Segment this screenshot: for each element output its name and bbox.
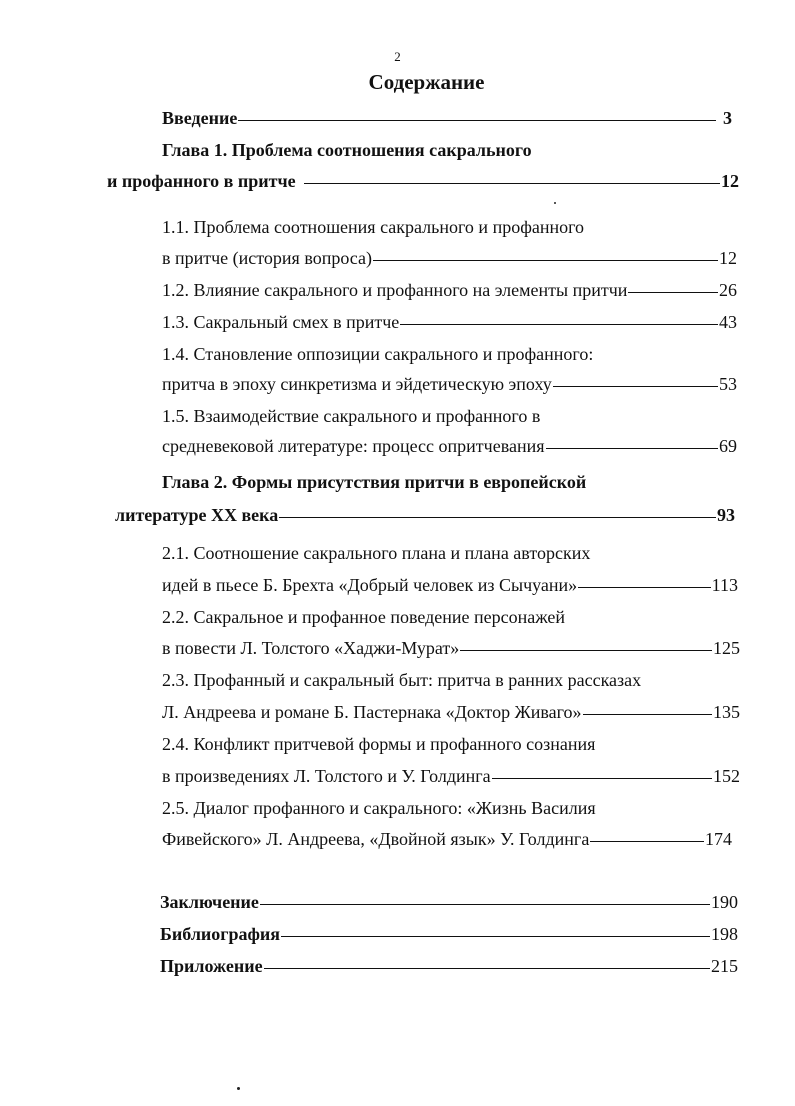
- toc-entry-chapter-2: [115, 503, 735, 527]
- toc-page-number: 53: [719, 374, 737, 394]
- toc-page-number: 93: [717, 505, 735, 525]
- section-1-1-line1: 1.1. Проблема соотношения сакрального и профанного: [162, 217, 585, 237]
- toc-entry-label: в повести Л. Толстого «Хаджи-Мурат»: [162, 638, 460, 658]
- toc-page-number: 113: [711, 575, 738, 595]
- toc-page-number: 43: [719, 312, 737, 332]
- toc-entry-label: Библиография: [160, 924, 281, 944]
- leader-line: [238, 120, 716, 121]
- chapter-1-title-line1: Глава 1. Проблема соотношения сакрального: [162, 140, 532, 160]
- leader-line: [460, 650, 712, 651]
- toc-entry-label: Приложение: [160, 956, 263, 976]
- toc-page-number: 174: [705, 829, 732, 849]
- section-2-4-line1: 2.4. Конфликт притчевой формы и профанного сознания: [162, 734, 596, 754]
- leader-line: [373, 260, 718, 261]
- section-2-5-line1: 2.5. Диалог профанного и сакрального: «Жизнь Василия: [162, 798, 596, 818]
- toc-entry-conclusion: [160, 890, 738, 914]
- leader-line: [553, 386, 718, 387]
- toc-entry-appendix: [160, 954, 738, 978]
- leader-line: [260, 904, 710, 905]
- leader-line: [279, 517, 716, 518]
- toc-entry-section-2-3: [162, 700, 740, 724]
- page-number: 2: [394, 49, 401, 64]
- scan-speck: [554, 202, 556, 204]
- leader-line: [304, 183, 720, 184]
- toc-entry-section-1-4: [162, 372, 737, 396]
- section-1-4-line1: 1.4. Становление оппозиции сакрального и профанного:: [162, 344, 594, 364]
- toc-entry-label: 1.2. Влияние сакрального и профанного на элементы притчи: [162, 280, 628, 300]
- section-2-3-line1: 2.3. Профанный и сакральный быт: притча в ранних рассказах: [162, 670, 642, 690]
- toc-entry-label: в произведениях Л. Толстого и У. Голдинга: [162, 766, 491, 786]
- toc-entry-bibliography: [160, 922, 738, 946]
- toc-entry-section-1-3: [162, 310, 737, 334]
- leader-line: [281, 936, 710, 937]
- leader-line: [590, 841, 704, 842]
- toc-entry-section-1-1: [162, 246, 737, 270]
- chapter-2-title-line1: Глава 2. Формы присутствия притчи в европейской: [162, 472, 587, 492]
- leader-line: [578, 587, 710, 588]
- toc-page-number: 12: [721, 171, 739, 191]
- toc-entry-section-1-5: [162, 434, 737, 458]
- toc-entry-label: Л. Андреева и романе Б. Пастернака «Доктор Живаго»: [162, 702, 582, 722]
- toc-entry-section-2-5: [162, 827, 732, 851]
- toc-entry-chapter-1: [107, 169, 739, 193]
- section-1-5-line1: 1.5. Взаимодействие сакрального и профанного в: [162, 406, 541, 426]
- scan-speck: [237, 1087, 240, 1090]
- toc-entry-label: литературе XX века: [115, 505, 279, 525]
- toc-entry-label: средневековой литературе: процесс опритчевания: [162, 436, 545, 456]
- toc-page-number: 190: [711, 892, 738, 912]
- toc-page-number: 26: [719, 280, 737, 300]
- toc-page-number: 198: [711, 924, 738, 944]
- toc-entry-label: Заключение: [160, 892, 259, 912]
- toc-page-number: 125: [713, 638, 740, 658]
- toc-entry-section-2-1: [162, 573, 738, 597]
- page-title: Содержание: [368, 70, 485, 94]
- section-2-2-line1: 2.2. Сакральное и профанное поведение персонажей: [162, 607, 566, 627]
- leader-line: [546, 448, 718, 449]
- toc-entry-label: Фивейского» Л. Андреева, «Двойной язык» У. Голдинга: [162, 829, 590, 849]
- toc-page-number: 152: [713, 766, 740, 786]
- toc-entry-section-2-2: [162, 636, 740, 660]
- toc-page-number: 3: [723, 108, 732, 128]
- toc-entry-label: и профанного в притче: [107, 171, 296, 191]
- leader-line: [628, 292, 718, 293]
- toc-page-number: 69: [719, 436, 737, 456]
- toc-page-number: 215: [711, 956, 738, 976]
- leader-line: [492, 778, 712, 779]
- toc-entry-label: 1.3. Сакральный смех в притче: [162, 312, 400, 332]
- leader-line: [400, 324, 718, 325]
- toc-page-number: 135: [713, 702, 740, 722]
- leader-line: [264, 968, 710, 969]
- toc-entry-intro: [162, 106, 732, 130]
- toc-entry-label: Введение: [162, 108, 238, 128]
- toc-entry-section-1-2: [162, 278, 737, 302]
- toc-entry-label: притча в эпоху синкретизма и эйдетическую эпоху: [162, 374, 552, 394]
- leader-line: [583, 714, 712, 715]
- toc-entry-label: идей в пьесе Б. Брехта «Добрый человек из Сычуани»: [162, 575, 578, 595]
- toc-entry-label: в притче (история вопроса): [162, 248, 372, 268]
- toc-page-number: 12: [719, 248, 737, 268]
- toc-entry-section-2-4: [162, 764, 740, 788]
- section-2-1-line1: 2.1. Соотношение сакрального плана и плана авторских: [162, 543, 591, 563]
